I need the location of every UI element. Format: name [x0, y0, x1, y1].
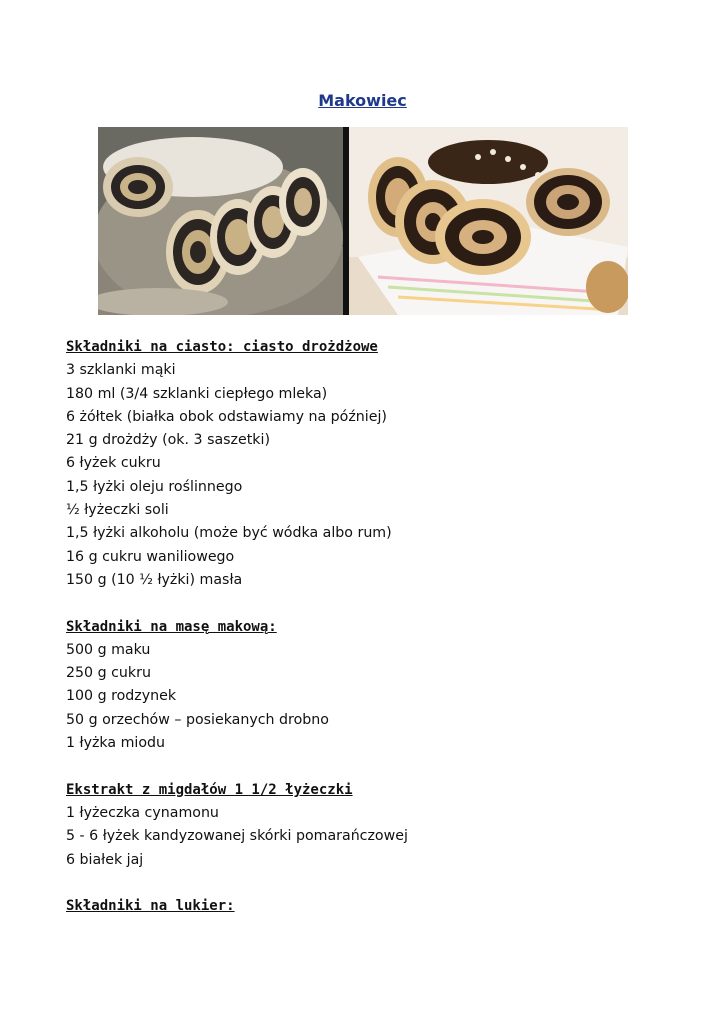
ingredient-item: 500 g maku [66, 641, 151, 658]
ingredient-item: 6 żółtek (białka obok odstawiamy na później) [66, 408, 387, 425]
section-heading-poppy-filling: Składniki na masę makową: [66, 618, 277, 635]
recipe-content [66, 336, 666, 918]
section-spacer [66, 592, 666, 615]
poppy-roll-photo-left [98, 127, 343, 315]
poppy-roll-photo-right [349, 127, 628, 315]
ingredient-item: 1,5 łyżki oleju roślinnego [66, 478, 243, 495]
section-spacer [66, 872, 666, 895]
section-heading-dough: Składniki na ciasto: ciasto drożdżowe [66, 339, 378, 355]
ingredient-item: 180 ml (3/4 szklanki ciepłego mleka) [66, 385, 328, 402]
ingredient-item: 16 g cukru waniliowego [66, 548, 235, 565]
ingredient-item: 1 łyżeczka cynamonu [66, 804, 219, 821]
ingredient-item: 6 białek jaj [66, 851, 144, 868]
ingredient-item: 1,5 łyżki alkoholu (może być wódka albo rum) [66, 525, 392, 542]
page-title: Makowiec [318, 91, 407, 110]
ingredient-item: 6 łyżek cukru [66, 455, 161, 472]
poppy-seed-roll-photos [98, 127, 628, 315]
section-heading-almond-extract: Ekstrakt z migdałów 1 1/2 łyżeczki [66, 781, 353, 798]
section-spacer [66, 755, 666, 778]
section-heading-icing: Składniki na lukier: [66, 898, 235, 915]
ingredient-item: 150 g (10 ½ łyżki) masła [66, 571, 243, 588]
ingredient-item: 5 - 6 łyżek kandyzowanej skórki pomarańczowej [66, 828, 408, 845]
ingredient-item: 100 g rodzynek [66, 688, 177, 705]
ingredient-item: 1 łyżka miodu [66, 735, 166, 752]
ingredient-item: 3 szklanki mąki [66, 362, 176, 379]
ingredient-item: ½ łyżeczki soli [66, 502, 169, 519]
ingredient-item: 21 g drożdży (ok. 3 saszetki) [66, 432, 270, 449]
ingredient-item: 50 g orzechów – posiekanych drobno [66, 711, 329, 728]
ingredient-item: 250 g cukru [66, 665, 151, 682]
